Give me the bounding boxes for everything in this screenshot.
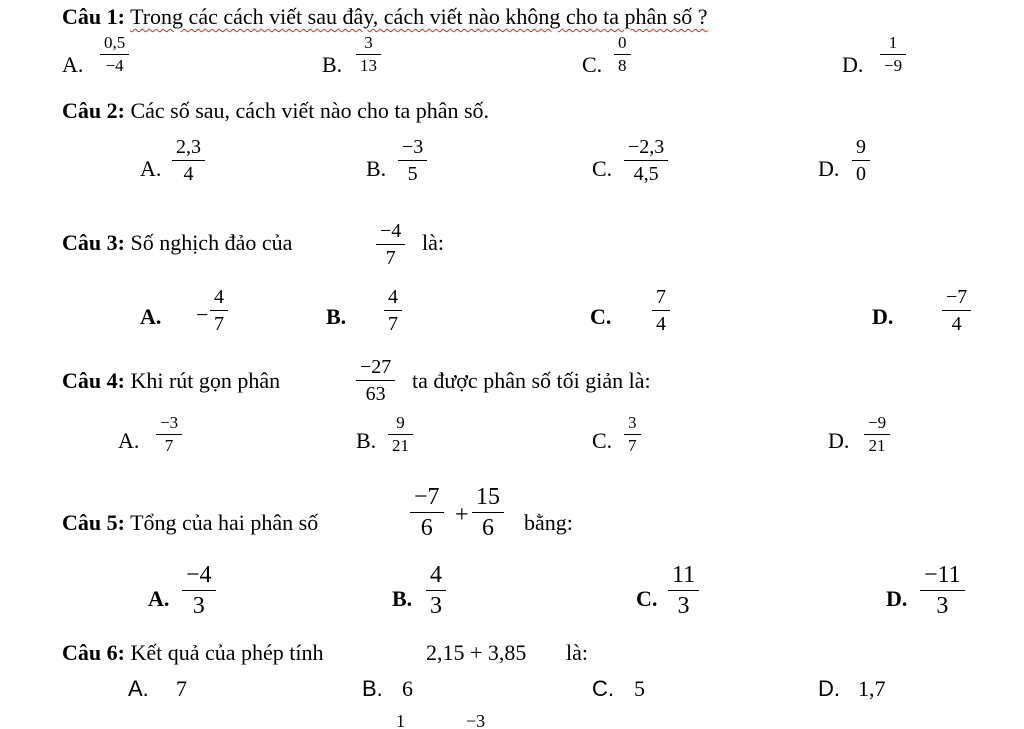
fraction-denominator: 6 [420,515,433,541]
q6-option-b-value: 6 [402,676,413,701]
fraction-denominator: 13 [360,56,377,75]
q1-option-c-letter: C. [582,52,603,77]
q6-option-d-value: 1,7 [858,676,886,701]
q1-option-d-fraction [880,34,906,75]
fraction-numerator: −7 [414,484,440,510]
q5-fraction-2 [472,484,504,541]
q4-option-a-letter: A. [118,428,140,453]
q6-option-b-letter: B. [362,676,383,701]
fraction-numerator: 9 [856,136,866,158]
q5-option-d-fraction [920,562,965,619]
fraction-denominator: 8 [618,56,627,75]
fraction-denominator: 4 [183,163,194,185]
q3-option-c-fraction [652,286,670,335]
q2-option-b-letter: B. [366,156,387,181]
q7-partial-numerator-2: −3 [466,712,486,729]
q4-option-c-fraction [624,414,641,455]
q6-option-a-letter: A. [128,676,149,701]
q2-option-c-letter: C. [592,156,613,181]
question-4-text-after: ta được phân số tối giản là: [412,368,651,393]
q3-option-a-letter: A. [140,304,162,329]
fraction-denominator: 7 [385,247,396,269]
fraction-denominator: −9 [884,56,903,75]
q1-option-b-fraction [356,34,381,75]
q6-option-c-letter: C. [592,676,614,701]
q4-option-d-letter: D. [828,428,850,453]
fraction-denominator: 4 [656,313,666,335]
fraction-numerator: 15 [476,484,500,510]
question-3-text: Số nghịch đảo của [130,230,293,255]
fraction-numerator: −3 [160,413,179,432]
q2-option-b-fraction [398,136,427,185]
fraction-denominator: 5 [407,163,418,185]
fraction-denominator: 21 [392,436,409,455]
q3-option-c-letter: C. [590,304,612,329]
q3-option-b-letter: B. [326,304,347,329]
fraction-numerator: 4 [388,286,398,308]
q1-option-a-letter: A. [62,52,84,77]
q3-option-a-sign: − [196,302,209,327]
q1-option-b-letter: B. [322,52,343,77]
q4-option-a-fraction [156,414,182,455]
fraction-denominator: 7 [628,436,637,455]
q3-option-d-letter: D. [872,304,894,329]
q6-option-c-value: 5 [634,676,645,701]
fraction-denominator: 21 [868,436,886,455]
fraction-denominator: 4,5 [633,163,659,185]
fraction-numerator: −4 [186,562,212,588]
fraction-denominator: 7 [164,436,174,455]
fraction-denominator: 63 [365,383,386,405]
question-5-label: Câu 5: [62,510,125,535]
fraction-numerator: −4 [380,220,402,242]
q2-option-d-letter: D. [818,156,840,181]
question-2-text: Các số sau, cách viết nào cho ta phân số. [130,98,490,123]
question-3-label: Câu 3: [62,230,125,255]
q5-option-a-fraction [182,562,216,619]
q5-option-a-letter: A. [148,586,170,611]
fraction-numerator: −11 [924,562,961,588]
fraction-denominator: 7 [388,313,398,335]
question-1-text: Trong các cách viết sau đây, cách viết nào không cho ta phân số ? [130,4,708,29]
fraction-numerator: 0,5 [104,33,126,52]
q5-option-b-letter: B. [392,586,413,611]
fraction-numerator: 4 [214,286,224,308]
q1-option-a-fraction [100,34,129,75]
fraction-denominator: 7 [214,313,224,335]
q4-option-b-fraction [388,414,413,455]
fraction-numerator: 9 [396,413,405,432]
q1-option-d-letter: D. [842,52,864,77]
q3-option-a-fraction [210,286,228,335]
fraction-numerator: −2,3 [628,136,665,158]
q7-partial-numerator-1: 1 [396,712,405,729]
fraction-numerator: 0 [618,33,627,52]
q5-option-b-fraction [426,562,446,619]
q6-option-d-letter: D. [818,676,840,701]
q4-option-d-fraction [864,414,890,455]
question-3-title [62,230,292,256]
q5-option-c-fraction [668,562,699,619]
q1-option-c-fraction [614,34,631,75]
question-1-title [62,4,708,30]
fraction-numerator: 1 [888,33,898,52]
question-4-text: Khi rút gọn phân [130,368,281,393]
question-2-label: Câu 2: [62,98,125,123]
q3-given-fraction [376,220,405,269]
question-6-text: Kết quả của phép tính [130,640,324,665]
fraction-numerator: 3 [364,33,373,52]
q6-option-a-value: 7 [176,676,187,701]
fraction-numerator: 2,3 [176,136,201,158]
question-5-title [62,510,318,536]
question-6-text-after: là: [566,640,588,665]
question-5-text: Tổng của hai phân số [130,510,319,535]
fraction-denominator: 0 [856,163,866,185]
q5-option-d-letter: D. [886,586,908,611]
fraction-numerator: 7 [656,286,666,308]
question-6-label: Câu 6: [62,640,125,665]
fraction-numerator: 4 [430,562,442,588]
fraction-denominator: 4 [951,313,962,335]
q5-option-c-letter: C. [636,586,658,611]
fraction-numerator: −9 [868,413,887,432]
fraction-denominator: 3 [430,593,442,619]
fraction-denominator: 3 [677,593,690,619]
fraction-numerator: −27 [360,356,392,378]
q4-option-c-letter: C. [592,428,613,453]
question-2-title [62,98,489,124]
q4-option-b-letter: B. [356,428,377,453]
q2-option-a-fraction [172,136,205,185]
fraction-denominator: 3 [936,593,949,619]
q4-given-fraction [356,356,395,405]
q2-option-d-fraction [852,136,870,185]
question-3-text-after: là: [422,230,444,255]
q6-expression: 2,15 + 3,85 [426,640,527,665]
q5-fraction-1 [410,484,444,541]
q5-plus-sign: + [455,502,469,528]
q3-option-b-fraction [384,286,402,335]
fraction-denominator: 3 [192,593,205,619]
fraction-denominator: −4 [105,56,124,75]
fraction-denominator: 6 [482,515,494,541]
q2-option-c-fraction [624,136,668,185]
question-4-title [62,368,280,394]
fraction-numerator: −7 [946,286,968,308]
q2-option-a-letter: A. [140,156,162,181]
question-4-label: Câu 4: [62,368,125,393]
q3-option-d-fraction [942,286,971,335]
fraction-numerator: −3 [402,136,424,158]
question-5-text-after: bằng: [524,510,573,535]
fraction-numerator: 11 [672,562,696,588]
fraction-numerator: 3 [628,413,637,432]
question-6-title [62,640,324,666]
question-1-label: Câu 1: [62,4,125,29]
